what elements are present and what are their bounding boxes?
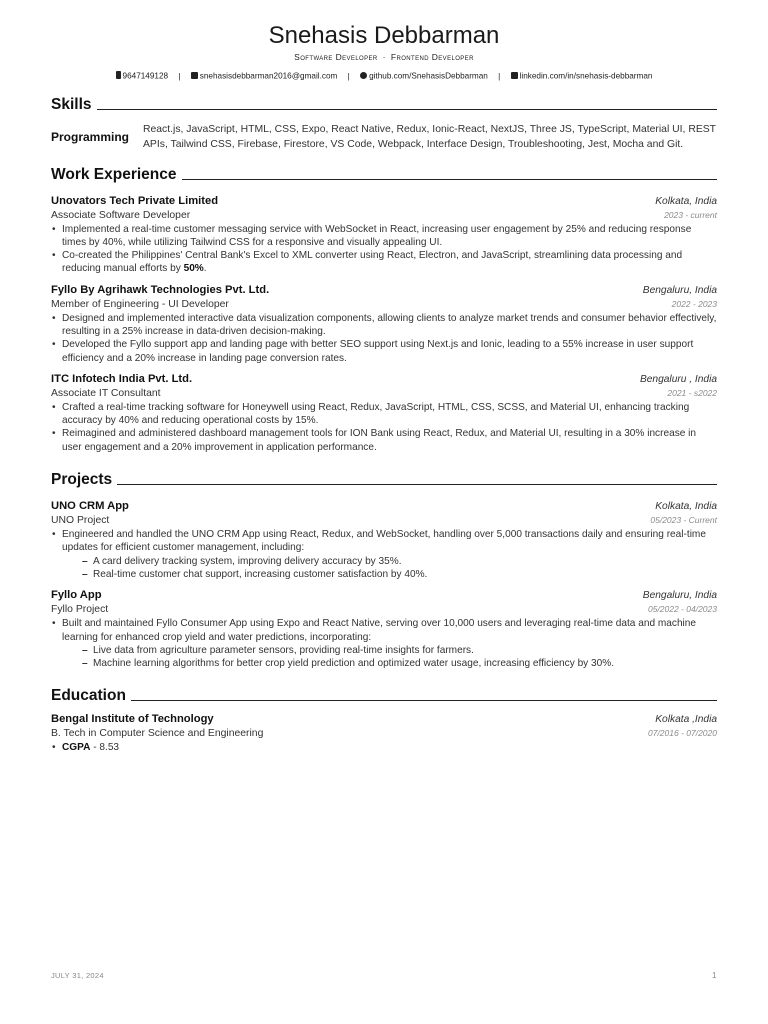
education-heading <box>51 687 717 705</box>
job-title-2: Frontend Developer <box>390 52 474 62</box>
section-rule <box>131 700 717 701</box>
job-entry <box>51 284 717 365</box>
job-bullet <box>51 249 717 276</box>
section-title: Skills <box>51 95 92 113</box>
contact-line <box>51 71 717 81</box>
bullet-text: Engineered and handled the UNO CRM App using React, Redux, and WebSocket, handling over 5,000 transactions daily and ensuring real-time updates for efficient customer management, including: <box>62 529 706 554</box>
project-entry <box>51 500 717 581</box>
job-dates: 2023 - current <box>664 209 717 220</box>
job-bullet: • Crafted a real-time tracking software for Honeywell using React, Redux, JavaScript, HTML, CSS, SCSS, and Material UI, enhancing tracking accuracy by 40% and reducing operational costs by 15%. <box>51 401 717 428</box>
bullet-text: Co-created the Philippines' Central Bank's Excel to XML converter using React, Electron, and JavaScript, streamlining data processing and reducing manual efforts by <box>62 250 683 275</box>
company-name: ITC Infotech India Pvt. Ltd. <box>51 372 193 385</box>
company-name: Fyllo By Agrihawk Technologies Pvt. Ltd. <box>51 283 270 296</box>
education-entry <box>51 713 717 754</box>
cgpa-label: CGPA <box>62 742 91 754</box>
job-title-1: Software Developer <box>294 52 378 62</box>
skills-row <box>51 122 717 152</box>
job-role: Member of Engineering - UI Developer <box>51 298 229 310</box>
envelope-icon <box>191 72 198 79</box>
school-name: Bengal Institute of Technology <box>51 713 214 726</box>
candidate-name: Snehasis Debbarman <box>268 22 500 49</box>
project-bullet <box>51 617 717 670</box>
job-entry <box>51 373 717 454</box>
section-rule <box>97 109 718 110</box>
job-entry <box>51 195 717 276</box>
project-sub-bullet: – Machine learning algorithms for better crop yield prediction and optimized water usage, increasing efficiency by 30%. <box>82 657 717 670</box>
job-location: Kolkata, India <box>655 195 717 207</box>
job-role: Associate Software Developer <box>51 209 191 221</box>
contact-separator: | <box>498 71 501 81</box>
job-bullet: • Developed the Fyllo support app and landing page with better SEO support using Next.js and Ionic, leading to a 55% increase in user support efficiency and a 20% increase in landing page conversion rates. <box>51 338 717 365</box>
project-dates: 05/2023 - Current <box>650 515 717 526</box>
project-entry <box>51 589 717 670</box>
job-location: Bengaluru , India <box>639 373 717 385</box>
project-dates: 05/2022 - 04/2023 <box>647 604 717 615</box>
school-location: Kolkata ,India <box>655 714 717 726</box>
project-sub-bullet: – Live data from agriculture parameter sensors, providing real-time insights for farmers. <box>82 644 717 657</box>
degree: B. Tech in Computer Science and Engineering <box>51 728 264 740</box>
job-dates: 2021 - s2022 <box>667 387 717 398</box>
job-titles <box>51 52 717 62</box>
project-subtitle: UNO Project <box>51 515 110 527</box>
project-name: Fyllo App <box>51 589 102 602</box>
github-link[interactable]: github.com/SnehasisDebbarman <box>369 71 488 81</box>
skills-list: React.js, JavaScript, HTML, CSS, Expo, React Native, Redux, Ionic-React, NextJS, Three JS, TypeScript, Material UI, REST APIs, Tailwind CSS, Firebase, Firestore, VS Code, Webpack, Interface Design, Troubleshooting, Jest, Mocha and Git. <box>143 123 716 150</box>
footer-date: JULY 31, 2024 <box>51 971 104 980</box>
section-title: Projects <box>51 471 113 489</box>
projects-heading <box>51 471 717 489</box>
title-separator: · <box>382 52 386 62</box>
project-bullet <box>51 528 717 581</box>
section-title: Work Experience <box>51 165 177 183</box>
job-bullet: • Implemented a real-time customer messaging service with WebSocket in React, increasing user engagement by 25% and reducing response times by 40%, while utilizing Tailwind CSS for a responsive and visually appealing UI. <box>51 223 717 250</box>
github-icon <box>360 72 367 79</box>
job-role: Associate IT Consultant <box>51 387 161 399</box>
project-location: Bengaluru, India <box>642 590 717 602</box>
job-bullet: • Designed and implemented interactive data visualization components, allowing clients to analyze market trends and consumer behavior effectively, resulting in a 25% increase in data-driven decision-making. <box>51 312 717 339</box>
bullet-text: Built and maintained Fyllo Consumer App using Expo and React Native, serving over 10,000 users and leveraging real-time data and machine learning for enhanced crop yield and water predictions, incorporating: <box>62 618 697 643</box>
linkedin-link[interactable]: linkedin.com/in/snehasis-debbarman <box>519 71 653 81</box>
project-sub-bullet: – A card delivery tracking system, improving delivery accuracy by 35%. <box>82 555 717 568</box>
job-bullet: • Reimagined and administered dashboard management tools for ION Bank using React, Redux, and Material UI, resulting in a 30% increase in user engagement and a 20% improvement in application performance. <box>51 427 717 454</box>
bullet-end: . <box>203 263 207 275</box>
work-heading <box>51 166 717 184</box>
skills-heading <box>51 96 717 114</box>
job-location: Bengaluru, India <box>642 284 717 296</box>
education-dates: 07/2016 - 07/2020 <box>647 728 717 739</box>
section-rule <box>182 179 718 180</box>
phone-number[interactable]: 9647149128 <box>122 71 169 81</box>
section-title: Education <box>51 687 126 705</box>
cgpa-item <box>51 741 717 754</box>
skills-category: Programming <box>51 129 130 144</box>
resume-page <box>51 0 717 755</box>
project-location: Kolkata, India <box>655 501 717 513</box>
contact-separator: | <box>347 71 350 81</box>
email-link[interactable]: snehasisdebbarman2016@gmail.com <box>199 71 338 81</box>
project-sub-bullet: – Real-time customer chat support, increasing customer satisfaction by 40%. <box>82 568 717 581</box>
project-subtitle: Fyllo Project <box>51 604 109 616</box>
phone-icon <box>116 71 121 79</box>
bullet-emphasis: 50% <box>183 263 204 275</box>
section-rule <box>117 484 717 485</box>
job-dates: 2022 - 2023 <box>671 298 717 309</box>
linkedin-icon <box>511 72 518 79</box>
contact-separator: | <box>178 71 181 81</box>
cgpa-value: - 8.53 <box>93 742 120 754</box>
page-number: 1 <box>712 971 717 980</box>
company-name: Unovators Tech Private Limited <box>51 194 219 207</box>
project-name: UNO CRM App <box>51 500 129 513</box>
